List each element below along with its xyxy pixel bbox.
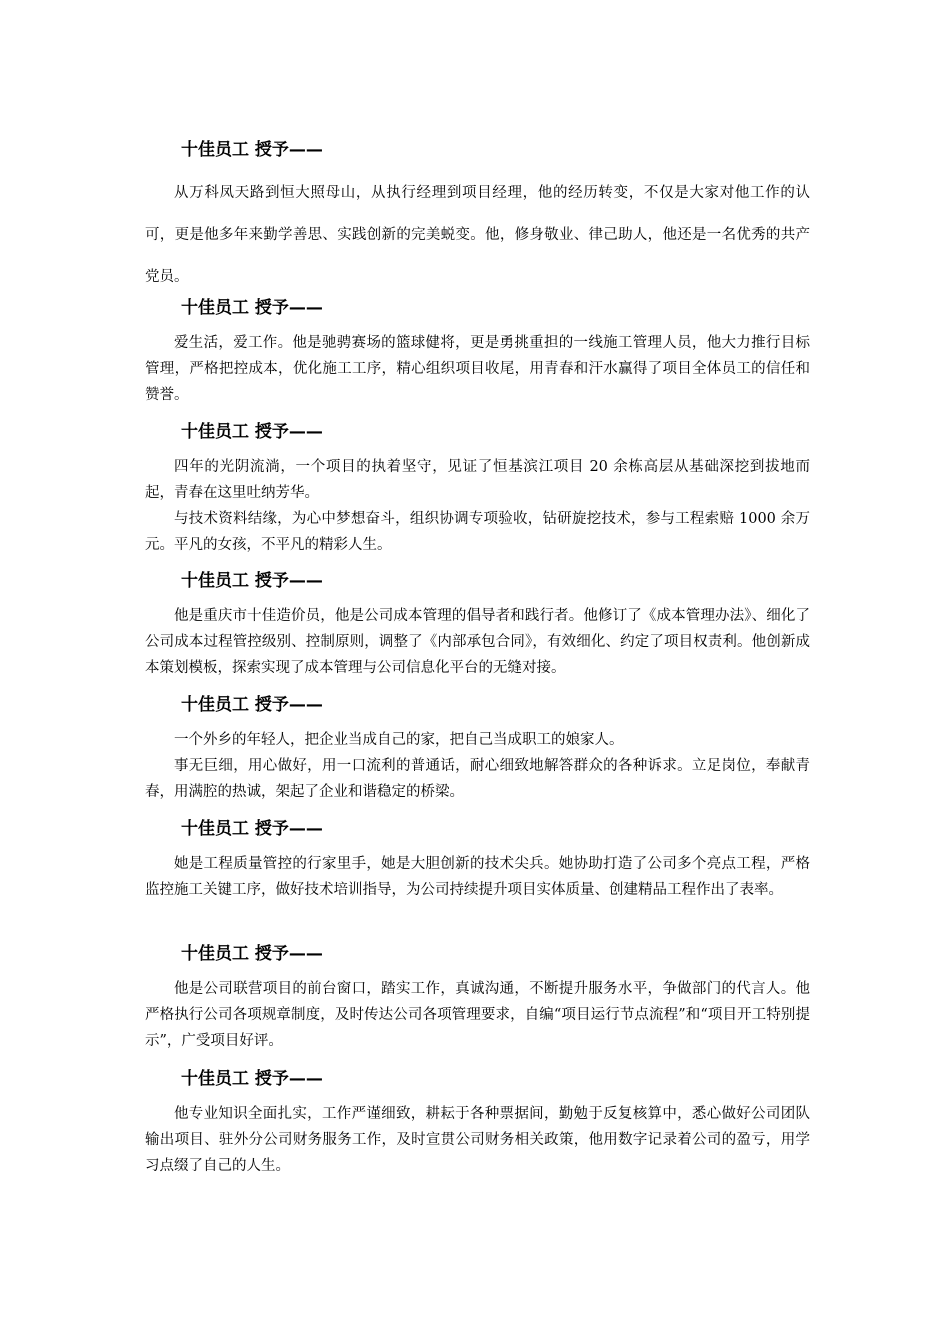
section-paragraph: 他是公司联营项目的前台窗口，踏实工作，真诚沟通，不断提升服务水平，争做部门的代言人。他严格执行公司各项规章制度，及时传达公司各项管理要求，自编“项目运行节点流程”和“项目开工特别提示”，广受项目好评。 bbox=[145, 981, 810, 1049]
award-section-7 bbox=[145, 942, 810, 1054]
award-section-3 bbox=[145, 420, 810, 558]
section-paragraph: 与技术资料结缘，为心中梦想奋斗，组织协调专项验收，钻研旋挖技术，参与工程索赔 1000 余万元。平凡的女孩，不平凡的精彩人生。 bbox=[145, 511, 810, 553]
section-heading: 十佳员工 授予—— bbox=[181, 571, 323, 591]
award-section-8 bbox=[145, 1067, 810, 1179]
section-paragraph: 他是重庆市十佳造价员，他是公司成本管理的倡导者和践行者。他修订了《成本管理办法》、细化了公司成本过程管控级别、控制原则，调整了《内部承包合同》，有效细化、约定了项目权责利。他创新成本策划模板，探索实现了成本管理与公司信息化平台的无缝对接。 bbox=[145, 608, 810, 676]
section-paragraph: 一个外乡的年轻人，把企业当成自己的家，把自己当成职工的娘家人。 bbox=[174, 732, 624, 748]
section-heading: 十佳员工 授予—— bbox=[181, 298, 323, 318]
section-paragraph: 事无巨细，用心做好，用一口流利的普通话，耐心细致地解答群众的各种诉求。立足岗位，奉献青春，用满腔的热诚，架起了企业和谐稳定的桥梁。 bbox=[145, 758, 810, 800]
award-section-4 bbox=[145, 569, 810, 681]
section-heading: 十佳员工 授予—— bbox=[181, 944, 323, 964]
section-heading: 十佳员工 授予—— bbox=[181, 422, 323, 442]
award-section-6 bbox=[145, 817, 810, 903]
award-section-5 bbox=[145, 693, 810, 805]
section-paragraph: 四年的光阴流淌，一个项目的执着坚守，见证了恒基滨江项目 20 余栋高层从基础深挖到拔地而起，青春在这里吐纳芳华。 bbox=[145, 459, 810, 501]
section-heading: 十佳员工 授予—— bbox=[181, 140, 323, 160]
award-section-1 bbox=[145, 138, 810, 298]
section-paragraph: 爱生活，爱工作。他是驰骋赛场的篮球健将，更是勇挑重担的一线施工管理人员，他大力推行目标管理，严格把控成本，优化施工工序，精心组织项目收尾，用青春和汗水赢得了项目全体员工的信任和赞誉。 bbox=[145, 335, 810, 403]
section-heading: 十佳员工 授予—— bbox=[181, 1069, 323, 1089]
section-paragraph: 她是工程质量管控的行家里手，她是大胆创新的技术尖兵。她协助打造了公司多个亮点工程，严格监控施工关键工序，做好技术培训指导，为公司持续提升项目实体质量、创建精品工程作出了表率。 bbox=[145, 856, 810, 898]
award-section-2 bbox=[145, 296, 810, 408]
section-heading: 十佳员工 授予—— bbox=[181, 695, 323, 715]
section-paragraph: 从万科凤天路到恒大照母山，从执行经理到项目经理，他的经历转变，不仅是大家对他工作的认可，更是他多年来勤学善思、实践创新的完美蜕变。他，修身敬业、律己助人，他还是一名优秀的共产党员。 bbox=[145, 185, 810, 285]
section-paragraph: 他专业知识全面扎实，工作严谨细致，耕耘于各种票据间，勤勉于反复核算中，悉心做好公司团队输出项目、驻外分公司财务服务工作，及时宣贯公司财务相关政策，他用数字记录着公司的盈亏，用学习点缀了自己的人生。 bbox=[145, 1106, 810, 1174]
section-heading: 十佳员工 授予—— bbox=[181, 819, 323, 839]
